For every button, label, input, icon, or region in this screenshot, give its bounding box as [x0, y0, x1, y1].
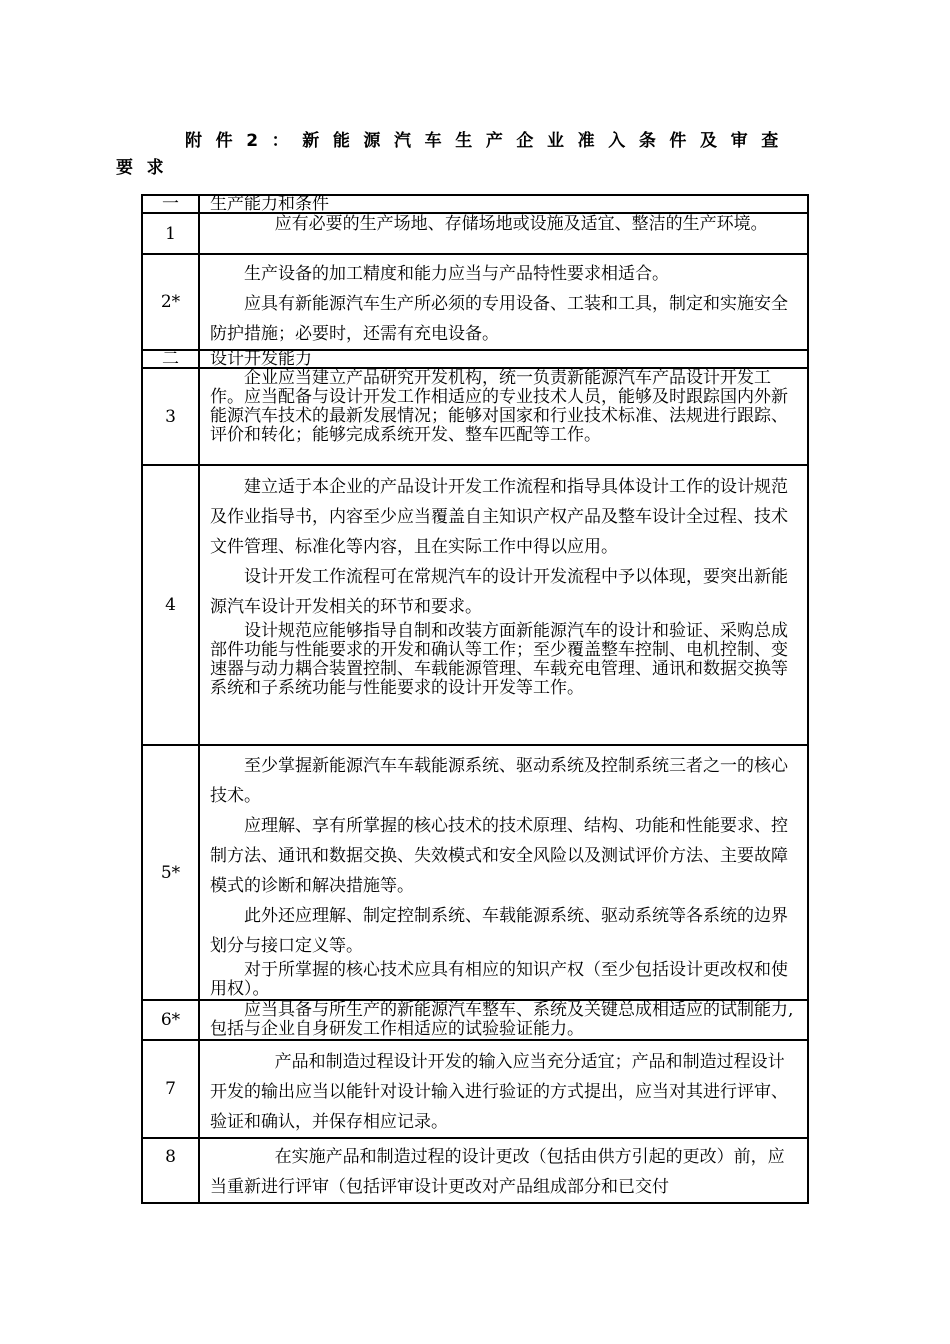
- row-number: 4: [142, 465, 199, 745]
- paragraph: 设计开发工作流程可在常规汽车的设计开发流程中予以体现，要突出新能源汽车设计开发相关的环节和要求。: [210, 567, 788, 617]
- paragraph: 至少掌握新能源汽车车载能源系统、驱动系统及控制系统三者之一的核心技术。: [210, 756, 788, 806]
- row-number: 8: [142, 1138, 199, 1203]
- document-title-line-2: 要求: [116, 158, 178, 178]
- row-content: [199, 1000, 808, 1040]
- table-row: [142, 745, 808, 1000]
- row-content: [199, 213, 808, 254]
- row-number: 3: [142, 368, 199, 465]
- table-row: [142, 1000, 808, 1040]
- row-content: [199, 1040, 808, 1138]
- paragraph: 在实施产品和制造过程的设计更改（包括由供方引起的更改）前，应当重新进行评审（包括评审设计更改对产品组成部分和已交付: [210, 1147, 785, 1197]
- document-title-line-1: 附件2：新能源汽车生产企业准入条件及审查: [185, 131, 792, 151]
- paragraph: 对于所掌握的核心技术应具有相应的知识产权（至少包括设计更改权和使用权）。: [210, 960, 788, 999]
- row-number: 2*: [142, 254, 199, 350]
- row-number: 7: [142, 1040, 199, 1138]
- section-row: [142, 350, 808, 368]
- row-content: [199, 745, 808, 1000]
- paragraph: 应具有新能源汽车生产所必须的专用设备、工装和工具，制定和实施安全防护措施；必要时，还需有充电设备。: [210, 294, 788, 344]
- section-row: [142, 195, 808, 213]
- table-row: [142, 213, 808, 254]
- paragraph: 应当具备与所生产的新能源汽车整车、系统及关键总成相适应的试制能力,包括与企业自身研发工作相适应的试验验证能力。: [210, 1000, 794, 1039]
- row-number: 5*: [142, 745, 199, 1000]
- paragraph: 应理解、享有所掌握的核心技术的技术原理、结构、功能和性能要求、控制方法、通讯和数据交换、失效模式和安全风险以及测试评价方法、主要故障模式的诊断和解决措施等。: [210, 816, 788, 896]
- paragraph: 企业应当建立产品研究开发机构，统一负责新能源汽车产品设计开发工作。应当配备与设计开发工作相适应的专业技术人员，能够及时跟踪国内外新能源汽车技术的最新发展情况；能够对国家和行业技术标准、法规进行跟踪、评价和转化；能够完成系统开发、整车匹配等工作。: [210, 368, 788, 445]
- table-row: [142, 254, 808, 350]
- paragraph: 生产设备的加工精度和能力应当与产品特性要求相适合。: [244, 264, 669, 284]
- row-number: 一: [142, 195, 199, 213]
- paragraph: 应有必要的生产场地、存储场地或设施及适宜、整洁的生产环境。: [274, 214, 768, 234]
- table-row: [142, 465, 808, 745]
- table-row: [142, 368, 808, 465]
- requirements-table: [141, 194, 809, 1204]
- row-number: 1: [142, 213, 199, 254]
- table-row: [142, 1138, 808, 1203]
- row-number: 二: [142, 350, 199, 368]
- section-heading: 生产能力和条件: [199, 195, 808, 213]
- row-number: 6*: [142, 1000, 199, 1040]
- paragraph: 产品和制造过程设计开发的输入应当充分适宜；产品和制造过程设计开发的输出应当以能针对设计输入进行验证的方式提出，应当对其进行评审、验证和确认，并保存相应记录。: [210, 1052, 788, 1132]
- row-content: [199, 465, 808, 745]
- row-content: [199, 368, 808, 465]
- section-heading: 设计开发能力: [199, 350, 808, 368]
- row-content: [199, 254, 808, 350]
- paragraph: 此外还应理解、制定控制系统、车载能源系统、驱动系统等各系统的边界划分与接口定义等。: [210, 906, 788, 956]
- row-content: [199, 1138, 808, 1203]
- table-row: [142, 1040, 808, 1138]
- paragraph: 建立适于本企业的产品设计开发工作流程和指导具体设计工作的设计规范及作业指导书，内容至少应当覆盖自主知识产权产品及整车设计全过程、技术文件管理、标准化等内容，且在实际工作中得以应用。: [210, 477, 788, 557]
- paragraph: 设计规范应能够指导自制和改装方面新能源汽车的设计和验证、采购总成部件功能与性能要求的开发和确认等工作；至少覆盖整车控制、电机控制、变速器与动力耦合装置控制、车载能源管理、车载充电管理、通讯和数据交换等系统和子系统功能与性能要求的设计开发等工作。: [210, 621, 788, 698]
